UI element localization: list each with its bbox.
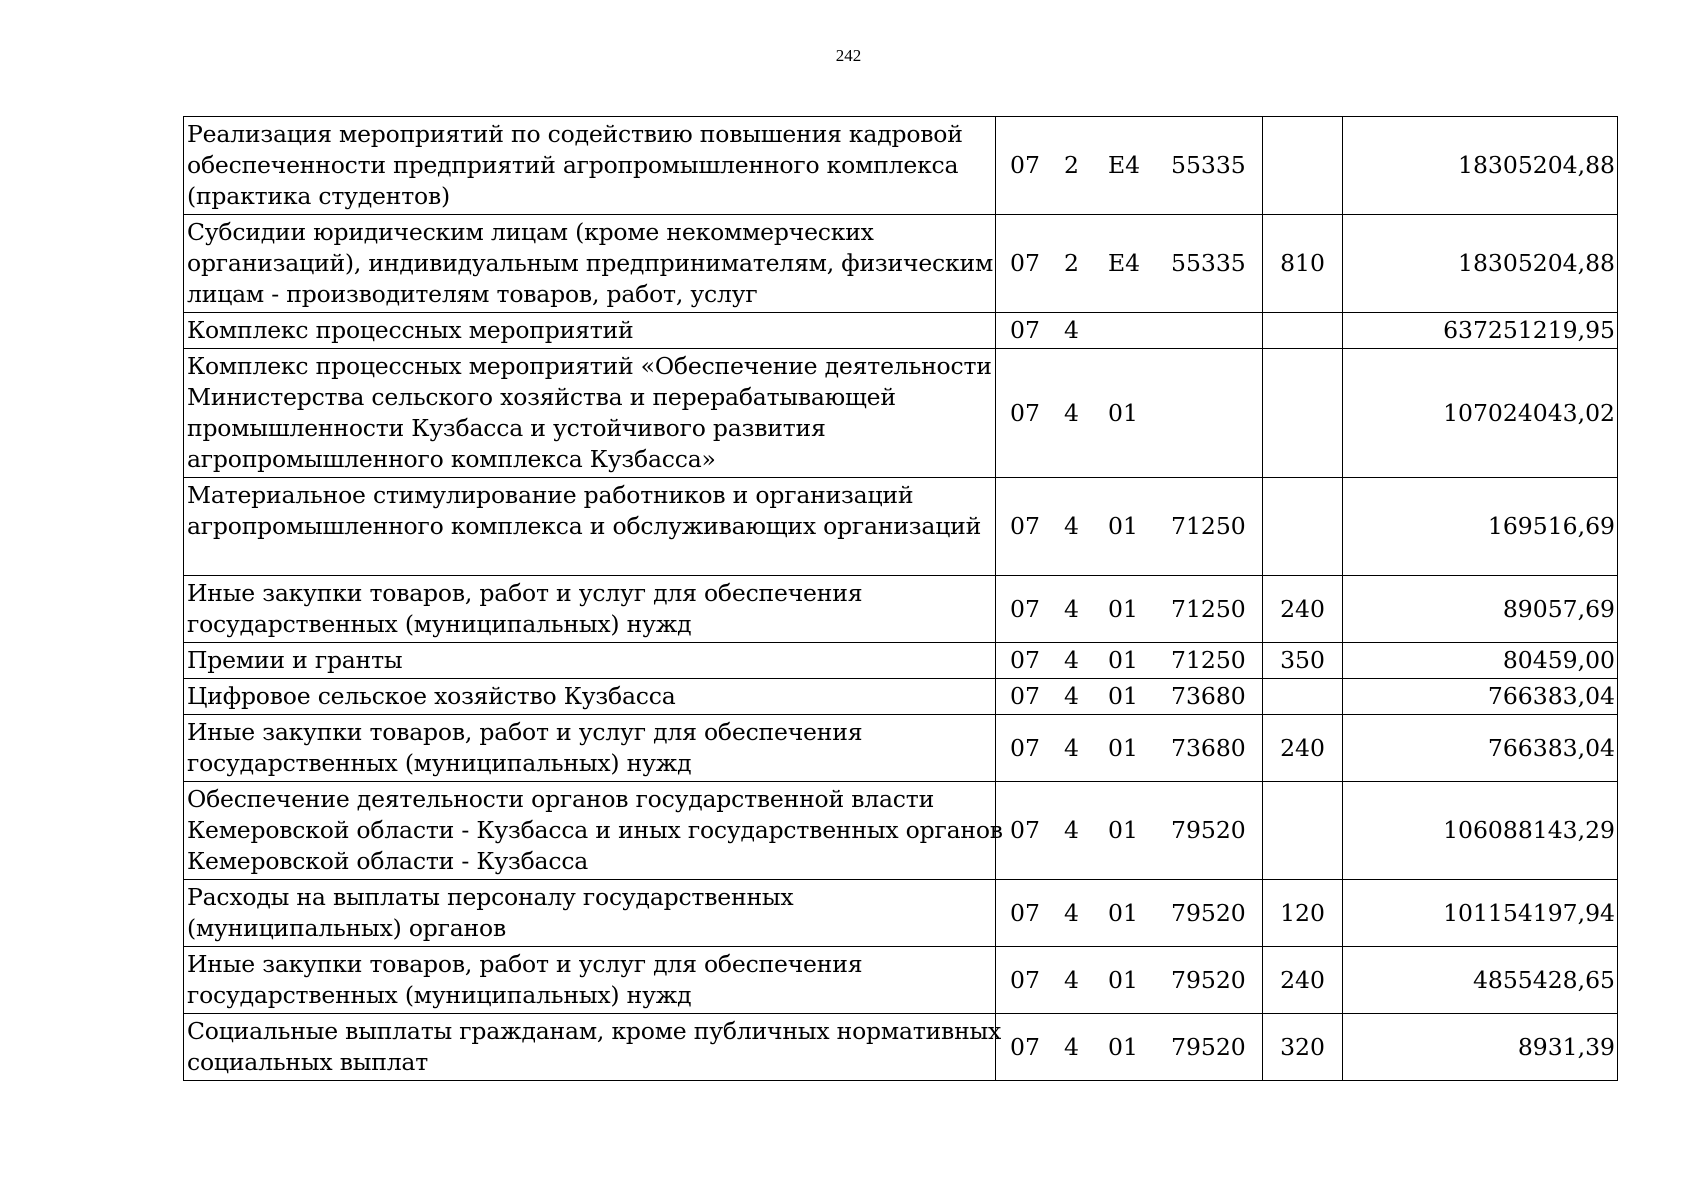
code-group: 01 [1108,965,1138,994]
code-group: 01 [1108,682,1138,710]
row-name-cell [184,215,996,313]
row-codes-cell [996,782,1263,880]
row-name-line [187,542,993,573]
row-expense-type-cell: 240 [1263,947,1343,1014]
table-row [184,880,1618,947]
row-name-line: Обеспечение деятельности органов государственной власти [187,785,935,813]
row-codes-cell [996,880,1263,947]
row-name-cell [184,679,996,715]
table-row [184,947,1618,1014]
row-name-line: Субсидии юридическим лицам (кроме некоммерческих [187,218,874,246]
row-name-cell [184,782,1003,880]
row-name-line: промышленности Кузбасса и устойчивого развития [187,414,826,442]
code-direction: 79520 [1171,965,1246,994]
code-section: 07 [1010,512,1040,540]
row-name-cell [184,880,996,947]
row-name-cell [184,478,996,576]
code-direction: 71250 [1171,594,1246,623]
code-section: 07 [1010,151,1040,179]
code-group: 01 [1108,816,1138,844]
row-name-line: лицам - производителям товаров, работ, услуг [187,280,758,308]
row-amount-cell: 766383,04 [1343,679,1618,715]
table-row [184,349,1618,478]
row-name-line: государственных (муниципальных) нужд [187,981,692,1009]
code-section: 07 [1010,965,1040,994]
code-section: 07 [1010,733,1040,762]
code-program: 4 [1064,682,1079,710]
row-codes-cell [996,947,1263,1014]
row-amount-cell: 18305204,88 [1343,117,1618,215]
row-expense-type-cell [1263,117,1343,215]
code-group: 01 [1108,733,1138,762]
row-expense-type-cell: 240 [1263,715,1343,782]
budget-table-body [184,117,1618,1081]
table-row [184,215,1618,313]
row-expense-type-cell: 320 [1263,1014,1343,1081]
row-name-line: Комплекс процессных мероприятий [187,316,634,344]
code-program: 4 [1064,512,1079,540]
row-amount-cell: 169516,69 [1343,478,1618,576]
code-section: 07 [1010,316,1040,344]
row-name-cell [184,349,996,478]
row-name-line: организаций), индивидуальным предпринимателям, физическим [187,249,994,277]
row-name-cell [184,313,996,349]
row-name-line: Материальное стимулирование работников и организаций [187,481,914,509]
row-name-line: социальных выплат [187,1048,429,1076]
code-direction: 79520 [1171,1032,1246,1061]
row-name-line: Премии и гранты [187,646,403,674]
row-amount-cell: 18305204,88 [1343,215,1618,313]
row-codes-cell [996,1014,1263,1081]
code-direction: 71250 [1171,512,1246,540]
row-codes-cell [996,215,1263,313]
code-program: 2 [1064,151,1079,179]
row-name-line: Цифровое сельское хозяйство Кузбасса [187,682,676,710]
code-group: 01 [1108,898,1138,927]
row-codes-cell [996,349,1263,478]
code-program: 4 [1064,965,1079,994]
code-section: 07 [1010,594,1040,623]
row-amount-cell: 106088143,29 [1343,782,1618,880]
row-expense-type-cell: 350 [1263,643,1343,679]
row-codes-cell [996,643,1263,679]
row-name-line: государственных (муниципальных) нужд [187,610,692,638]
row-name-cell [184,947,996,1014]
code-group: 01 [1108,398,1138,427]
row-codes-cell [996,478,1263,576]
code-direction: 79520 [1171,898,1246,927]
row-name-line: Комплекс процессных мероприятий «Обеспечение деятельности [187,352,992,380]
code-direction: 55335 [1171,249,1246,277]
table-row [184,576,1618,643]
row-amount-cell: 8931,39 [1343,1014,1618,1081]
row-expense-type-cell [1263,478,1343,576]
code-section: 07 [1010,398,1040,427]
code-program: 2 [1064,249,1079,277]
code-group: 01 [1108,512,1138,540]
code-group: 01 [1108,1032,1138,1061]
row-name-line: Кемеровской области - Кузбасса [187,847,589,875]
row-amount-cell: 107024043,02 [1343,349,1618,478]
row-codes-cell [996,679,1263,715]
page-number: 242 [835,46,862,65]
row-name-line: (практика студентов) [187,182,450,210]
row-amount-cell: 101154197,94 [1343,880,1618,947]
code-section: 07 [1010,682,1040,710]
code-section: 07 [1010,249,1040,277]
row-name-line: Иные закупки товаров, работ и услуг для обеспечения [187,950,863,978]
code-section: 07 [1010,816,1040,844]
row-amount-cell: 4855428,65 [1343,947,1618,1014]
row-amount-cell: 80459,00 [1343,643,1618,679]
code-section: 07 [1010,1032,1040,1061]
code-group: Е4 [1108,151,1141,179]
row-expense-type-cell: 120 [1263,880,1343,947]
row-codes-cell [996,576,1263,643]
row-name-cell [184,1014,1002,1081]
row-name-line: Расходы на выплаты персоналу государственных [187,883,794,911]
row-name-line: агропромышленного комплекса и обслуживающих организаций [187,512,982,540]
table-row [184,782,1618,880]
code-direction: 73680 [1171,682,1246,710]
code-program: 4 [1064,594,1079,623]
row-name-cell [184,643,996,679]
row-codes-cell [996,715,1263,782]
row-amount-cell: 637251219,95 [1343,313,1618,349]
row-expense-type-cell [1263,313,1343,349]
code-direction: 55335 [1171,151,1246,179]
code-group: 01 [1108,594,1138,623]
code-direction: 71250 [1171,646,1246,674]
table-row [184,313,1618,349]
row-name-cell [184,117,996,215]
row-expense-type-cell: 810 [1263,215,1343,313]
row-name-line: обеспеченности предприятий агропромышленного комплекса [187,151,959,179]
row-name-line: (муниципальных) органов [187,914,506,942]
code-program: 4 [1064,816,1079,844]
row-name-line: Реализация мероприятий по содействию повышения кадровой [187,120,963,148]
code-program: 4 [1064,646,1079,674]
row-expense-type-cell [1263,679,1343,715]
budget-table [183,116,1618,1081]
table-row [184,117,1618,215]
row-name-line: Социальные выплаты гражданам, кроме публичных нормативных [187,1017,1002,1045]
table-row [184,643,1618,679]
row-expense-type-cell [1263,349,1343,478]
row-expense-type-cell [1263,782,1343,880]
row-name-line: Министерства сельского хозяйства и перерабатывающей [187,383,896,411]
row-amount-cell: 766383,04 [1343,715,1618,782]
row-name-line: агропромышленного комплекса Кузбасса» [187,445,716,473]
row-name-cell [184,715,996,782]
row-expense-type-cell: 240 [1263,576,1343,643]
code-section: 07 [1010,898,1040,927]
row-name-line: государственных (муниципальных) нужд [187,749,692,777]
code-direction: 73680 [1171,733,1246,762]
row-name-line: Иные закупки товаров, работ и услуг для обеспечения [187,718,863,746]
row-name-cell [184,576,996,643]
table-row [184,1014,1618,1081]
code-program: 4 [1064,316,1079,344]
code-program: 4 [1064,1032,1079,1061]
code-program: 4 [1064,898,1079,927]
code-section: 07 [1010,646,1040,674]
code-program: 4 [1064,733,1079,762]
code-group: Е4 [1108,249,1141,277]
code-group: 01 [1108,646,1138,674]
row-name-line: Кемеровской области - Кузбасса и иных государственных органов [187,816,1003,844]
row-name-line: Иные закупки товаров, работ и услуг для обеспечения [187,579,863,607]
table-row [184,679,1618,715]
row-amount-cell: 89057,69 [1343,576,1618,643]
row-codes-cell [996,313,1263,349]
table-row [184,715,1618,782]
code-program: 4 [1064,398,1079,427]
row-codes-cell [996,117,1263,215]
code-direction: 79520 [1171,816,1246,844]
table-row [184,478,1618,576]
